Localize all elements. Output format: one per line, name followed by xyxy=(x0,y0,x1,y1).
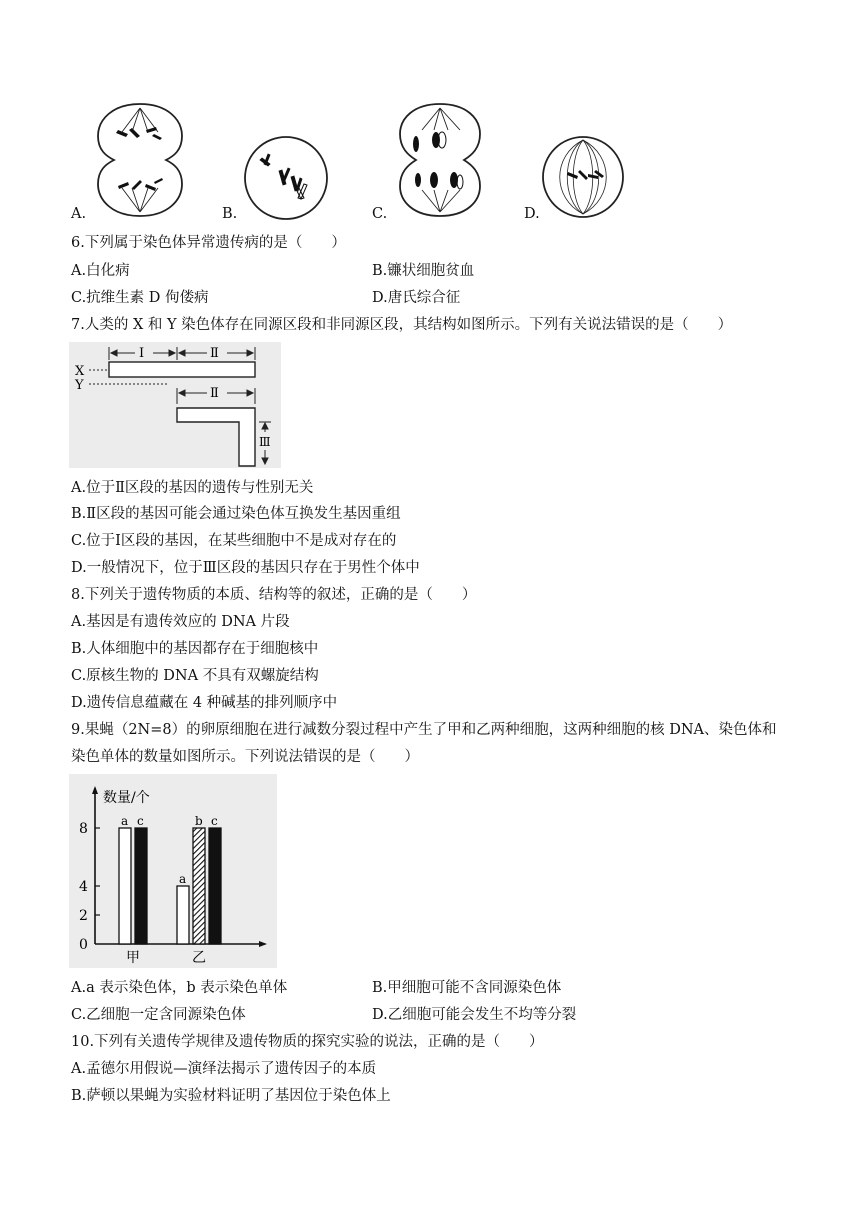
cell-figure-b xyxy=(242,134,330,222)
category-label: 乙 xyxy=(192,950,206,966)
question-10-option-b: B.萨顿以果蝇为实验材料证明了基因位于染色体上 xyxy=(71,1088,391,1104)
xy-chromosome-figure xyxy=(69,342,281,468)
question-7-option-c: C.位于Ⅰ区段的基因，在某些细胞中不是成对存在的 xyxy=(71,533,397,549)
question-6-option-c: C.抗维生素 D 佝偻病 xyxy=(71,290,209,306)
question-6-option-a: A.白化病 xyxy=(71,263,130,279)
y-axis-label: 数量/个 xyxy=(103,790,150,806)
x-axis-arrow xyxy=(259,941,267,947)
question-9-stem-line-2: 染色单体的数量如图所示。下列说法错误的是（ ） xyxy=(71,749,419,765)
question-8-option-d: D.遗传信息蕴藏在 4 种碱基的排列顺序中 xyxy=(71,695,338,711)
bar-a xyxy=(119,828,131,944)
question-9-option-b: B.甲细胞可能不含同源染色体 xyxy=(372,980,562,996)
question-9-option-d: D.乙细胞可能会发生不均等分裂 xyxy=(372,1007,577,1023)
bar-label-a: a xyxy=(179,872,187,886)
bar-label-a: a xyxy=(121,814,129,828)
bar-c xyxy=(135,828,147,944)
question-6-option-b: B.镰状细胞贫血 xyxy=(372,263,475,279)
question-8-option-b: B.人体细胞中的基因都存在于细胞核中 xyxy=(71,641,319,657)
bar-label-c: c xyxy=(211,814,218,828)
question-10-option-a: A.孟德尔用假说—演绎法揭示了遗传因子的本质 xyxy=(71,1061,377,1077)
y-axis-arrow xyxy=(92,786,98,794)
question-9-option-a: A.a 表示染色体，b 表示染色单体 xyxy=(71,980,288,996)
y-tick-label: 4 xyxy=(79,879,88,895)
y-tick-label: 2 xyxy=(79,908,88,924)
y-chromosome-label: Y xyxy=(75,378,84,393)
question-9-stem-line-1: 9.果蝇（2N=8）的卵原细胞在进行减数分裂过程中产生了甲和乙两种细胞，这两种细胞的核 DNA、染色体和 xyxy=(71,722,777,738)
segment-2-label-y: Ⅱ xyxy=(210,386,219,401)
segment-1-label: Ⅰ xyxy=(139,346,145,361)
category-label: 甲 xyxy=(126,950,140,966)
question-7-option-a: A.位于Ⅱ区段的基因的遗传与性别无关 xyxy=(71,480,314,496)
option-label-a: A. xyxy=(71,206,87,222)
question-7-option-d: D.一般情况下，位于Ⅲ区段的基因只存在于男性个体中 xyxy=(71,560,420,576)
cell-figure-d xyxy=(540,134,626,220)
question-8-option-a: A.基因是有遗传效应的 DNA 片段 xyxy=(71,614,290,630)
cell-figure-c xyxy=(394,100,486,220)
question-10-stem: 10.下列有关遗传学规律及遗传物质的探究实验的说法，正确的是（ ） xyxy=(71,1034,544,1050)
bar-b xyxy=(193,828,205,944)
bar-label-c: c xyxy=(137,814,144,828)
x-chromosome-label: X xyxy=(75,364,85,379)
option-label-b: B. xyxy=(222,206,238,222)
question-6-option-d: D.唐氏综合征 xyxy=(372,290,461,306)
bar-label-b: b xyxy=(195,814,203,828)
question-7-option-b: B.Ⅱ区段的基因可能会通过染色体互换发生基因重组 xyxy=(71,506,401,522)
option-label-d: D. xyxy=(524,206,540,222)
question-9-option-c: C.乙细胞一定含同源染色体 xyxy=(71,1007,246,1023)
question-8-option-c: C.原核生物的 DNA 不具有双螺旋结构 xyxy=(71,668,319,684)
cell-figure-a xyxy=(92,100,188,220)
bar-c xyxy=(209,828,221,944)
bar-chart xyxy=(69,774,277,968)
segment-3-label: Ⅲ xyxy=(259,435,271,449)
question-6-stem: 6.下列属于染色体异常遗传病的是（ ） xyxy=(71,235,346,251)
bar-a xyxy=(177,886,189,944)
question-7-stem: 7.人类的 X 和 Y 染色体存在同源区段和非同源区段，其结构如图所示。下列有关说法错误的是（ ） xyxy=(71,317,733,333)
y-tick-label: 0 xyxy=(79,937,88,953)
segment-2-label-x: Ⅱ xyxy=(210,346,219,361)
y-tick-label: 8 xyxy=(79,821,88,837)
question-8-stem: 8.下列关于遗传物质的本质、结构等的叙述，正确的是（ ） xyxy=(71,587,477,603)
option-label-c: C. xyxy=(372,206,388,222)
